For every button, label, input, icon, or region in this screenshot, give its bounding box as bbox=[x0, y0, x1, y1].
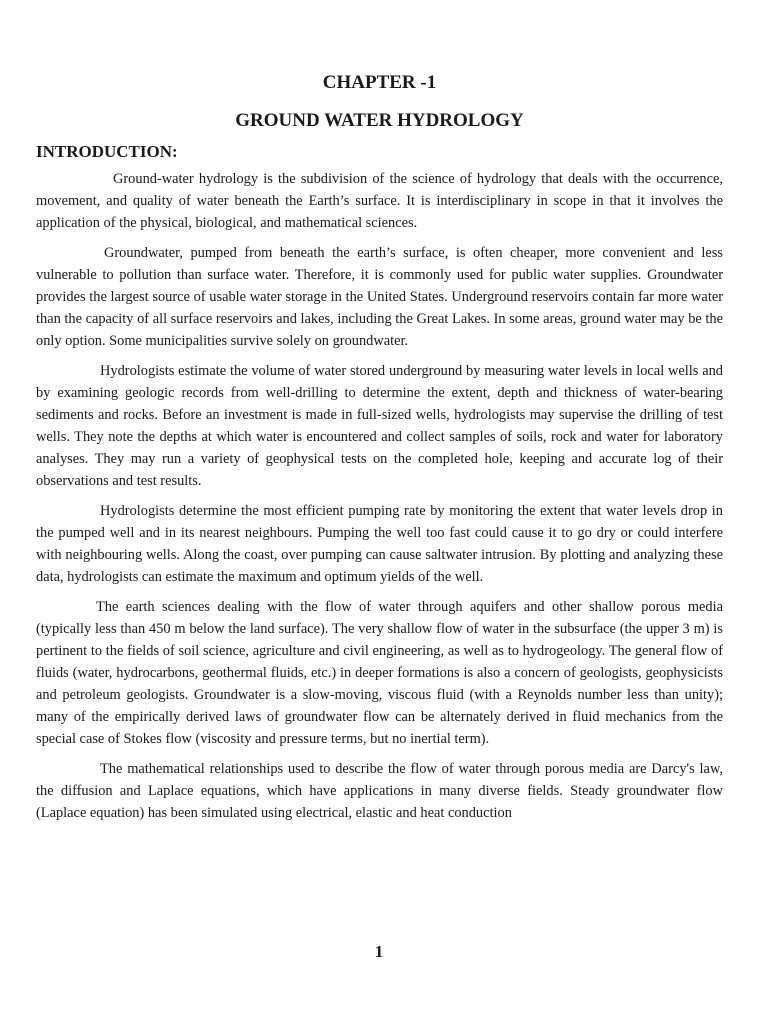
chapter-title: GROUND WATER HYDROLOGY bbox=[235, 110, 524, 131]
page-number: 1 bbox=[374, 942, 384, 961]
paragraph: The mathematical relationships used to describe the flow of water through porous media are Darcy's law, the diffusion and Laplace equations, which have applications in many diverse fields. Steady groundwater flow (Laplace equation) has been simulated using electrical, elastic and heat conduction bbox=[36, 761, 723, 821]
paragraph: Hydrologists estimate the volume of water stored underground by measuring water levels in local wells and by examining geologic records from well-drilling to determine the extent, depth and thickness of water-bearing sediments and rocks. Before an investment is made in full-sized wells, hydrologists may supervise the drilling of test wells. They note the depths at which water is encountered and collect samples of soils, rock and water for laboratory analyses. They may run a variety of geophysical tests on the completed hole, keeping and accurate log of their observations and test results. bbox=[36, 363, 723, 489]
document-page bbox=[36, 70, 723, 832]
chapter-label: CHAPTER -1 bbox=[322, 72, 437, 93]
paragraph: The earth sciences dealing with the flow of water through aquifers and other shallow porous media (typically less than 450 m below the land surface). The very shallow flow of water in the subsurface (the upper 3 m) is pertinent to the fields of soil science, agriculture and civil engineering, as well as to hydrogeology. The general flow of fluids (water, hydrocarbons, geothermal fluids, etc.) in deeper formations is also a concern of geologists, geophysicists and petroleum geologists. Groundwater is a slow-moving, viscous fluid (with a Reynolds number less than unity); many of the empirically derived laws of groundwater flow can be alternately derived in fluid mechanics from the special case of Stokes flow (viscosity and pressure terms, but no inertial term). bbox=[36, 599, 723, 747]
paragraph: Hydrologists determine the most efficient pumping rate by monitoring the extent that water levels drop in the pumped well and in its nearest neighbours. Pumping the well too fast could cause it to go dry or could interfere with neighbouring wells. Along the coast, over pumping can cause saltwater intrusion. By plotting and analyzing these data, hydrologists can estimate the maximum and optimum yields of the well. bbox=[36, 503, 723, 585]
paragraph: Ground-water hydrology is the subdivision of the science of hydrology that deals with the occurrence, movement, and quality of water beneath the Earth’s surface. It is interdisciplinary in scope in that it involves the application of the physical, biological, and mathematical sciences. bbox=[36, 171, 723, 231]
paragraph: Groundwater, pumped from beneath the earth’s surface, is often cheaper, more convenient and less vulnerable to pollution than surface water. Therefore, it is commonly used for public water supplies. Groundwater provides the largest source of usable water storage in the United States. Underground reservoirs contain far more water than the capacity of all surface reservoirs and lakes, including the Great Lakes. In some areas, ground water may be the only option. Some municipalities survive solely on groundwater. bbox=[36, 245, 723, 349]
section-heading: INTRODUCTION: bbox=[36, 142, 178, 161]
